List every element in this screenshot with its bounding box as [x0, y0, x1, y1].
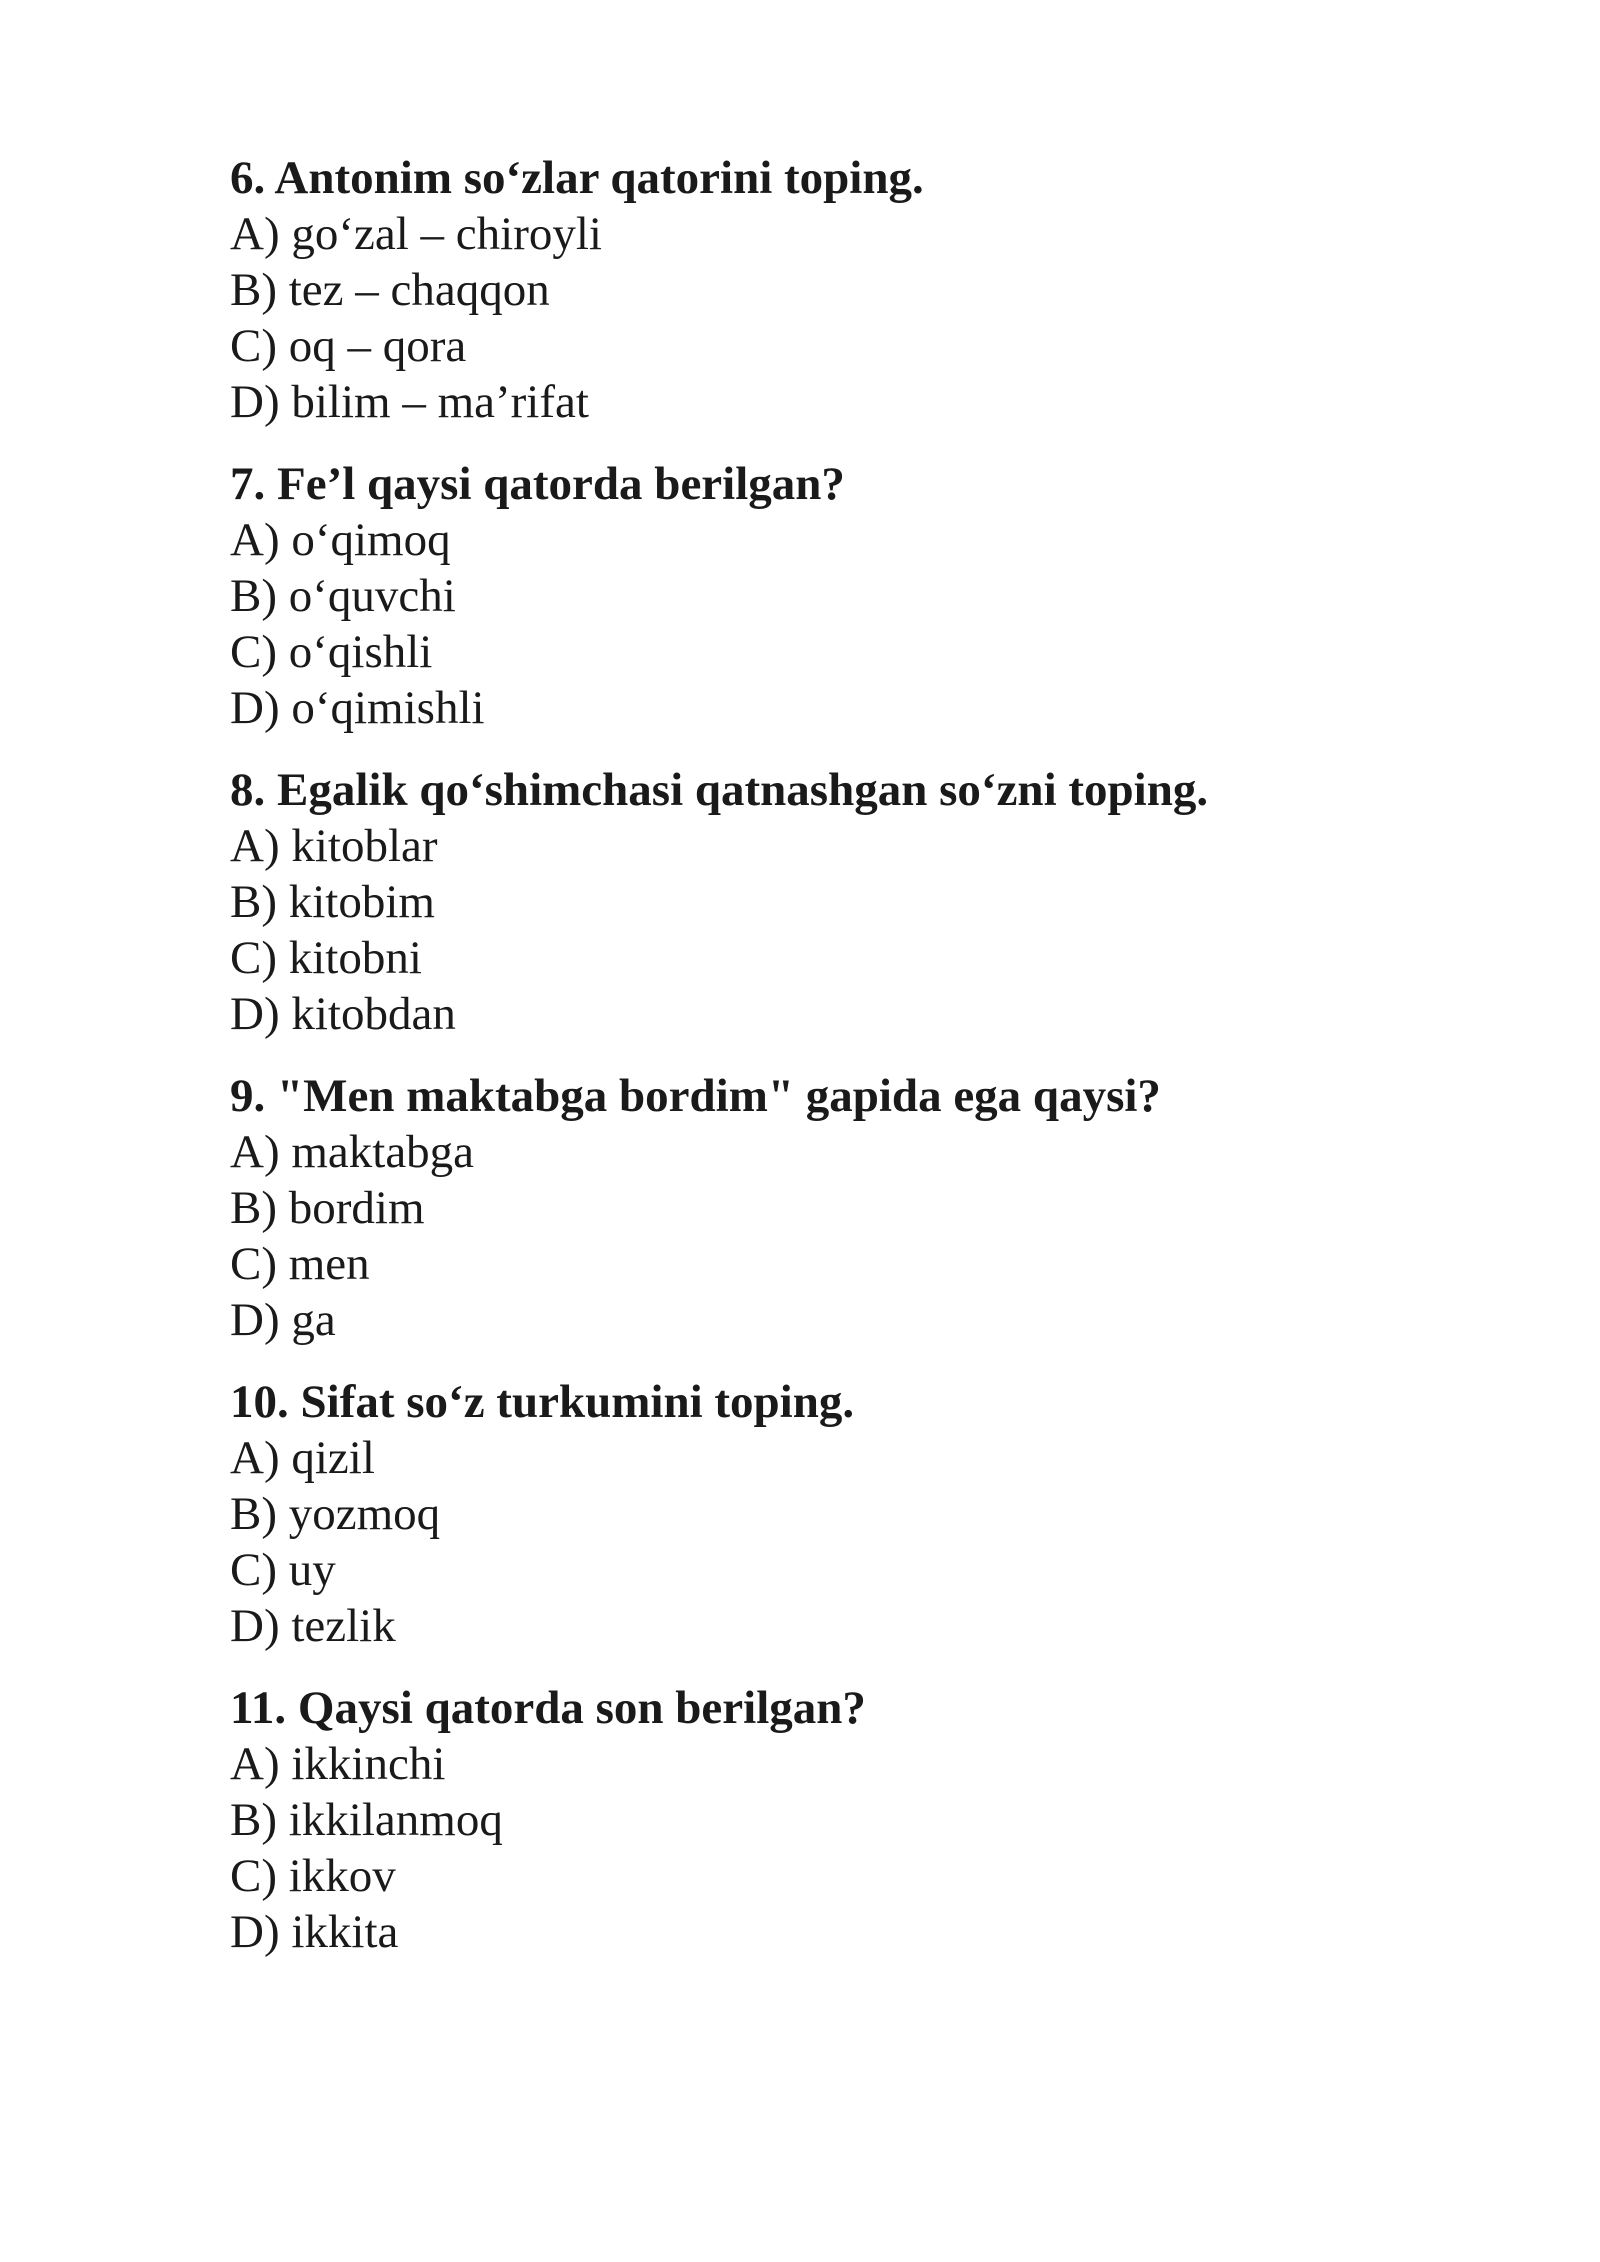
option-b: B) ikkilanmoq: [230, 1794, 503, 1846]
option-a: A) maktabga: [230, 1126, 475, 1178]
option-b: B) bordim: [230, 1182, 425, 1234]
question-9: [230, 1068, 1430, 1348]
document-page: [230, 150, 1430, 1986]
question-8: [230, 762, 1430, 1042]
option-b: B) kitobim: [230, 876, 435, 928]
question-title: 8. Egalik qo‘shimchasi qatnashgan so‘zni toping.: [230, 764, 1209, 816]
option-a: A) qizil: [230, 1432, 375, 1484]
question-title: 7. Fe’l qaysi qatorda berilgan?: [230, 458, 845, 510]
option-c: C) uy: [230, 1544, 336, 1596]
question-11: [230, 1680, 1430, 1960]
option-a: A) ikkinchi: [230, 1738, 446, 1790]
option-d: D) kitobdan: [230, 988, 456, 1040]
option-b: B) o‘quvchi: [230, 570, 456, 622]
option-b: B) tez – chaqqon: [230, 264, 550, 316]
option-d: D) ikkita: [230, 1906, 399, 1958]
option-d: D) bilim – ma’rifat: [230, 376, 589, 428]
option-d: D) o‘qimishli: [230, 682, 485, 734]
option-c: C) o‘qishli: [230, 626, 433, 678]
option-c: C) ikkov: [230, 1850, 396, 1902]
option-b: B) yozmoq: [230, 1488, 441, 1540]
question-title: 11. Qaysi qatorda son berilgan?: [230, 1682, 866, 1734]
question-title: 10. Sifat so‘z turkumini toping.: [230, 1376, 855, 1428]
question-7: [230, 456, 1430, 736]
option-d: D) tezlik: [230, 1600, 396, 1652]
option-c: C) oq – qora: [230, 320, 467, 372]
option-a: A) o‘qimoq: [230, 514, 451, 566]
option-d: D) ga: [230, 1294, 336, 1346]
question-title: 9. "Men maktabga bordim" gapida ega qaysi?: [230, 1070, 1161, 1122]
option-a: A) go‘zal – chiroyli: [230, 208, 602, 260]
option-c: C) kitobni: [230, 932, 422, 984]
question-10: [230, 1374, 1430, 1654]
option-c: C) men: [230, 1238, 370, 1290]
question-6: [230, 150, 1430, 430]
question-title: 6. Antonim so‘zlar qatorini toping.: [230, 152, 924, 204]
option-a: A) kitoblar: [230, 820, 438, 872]
